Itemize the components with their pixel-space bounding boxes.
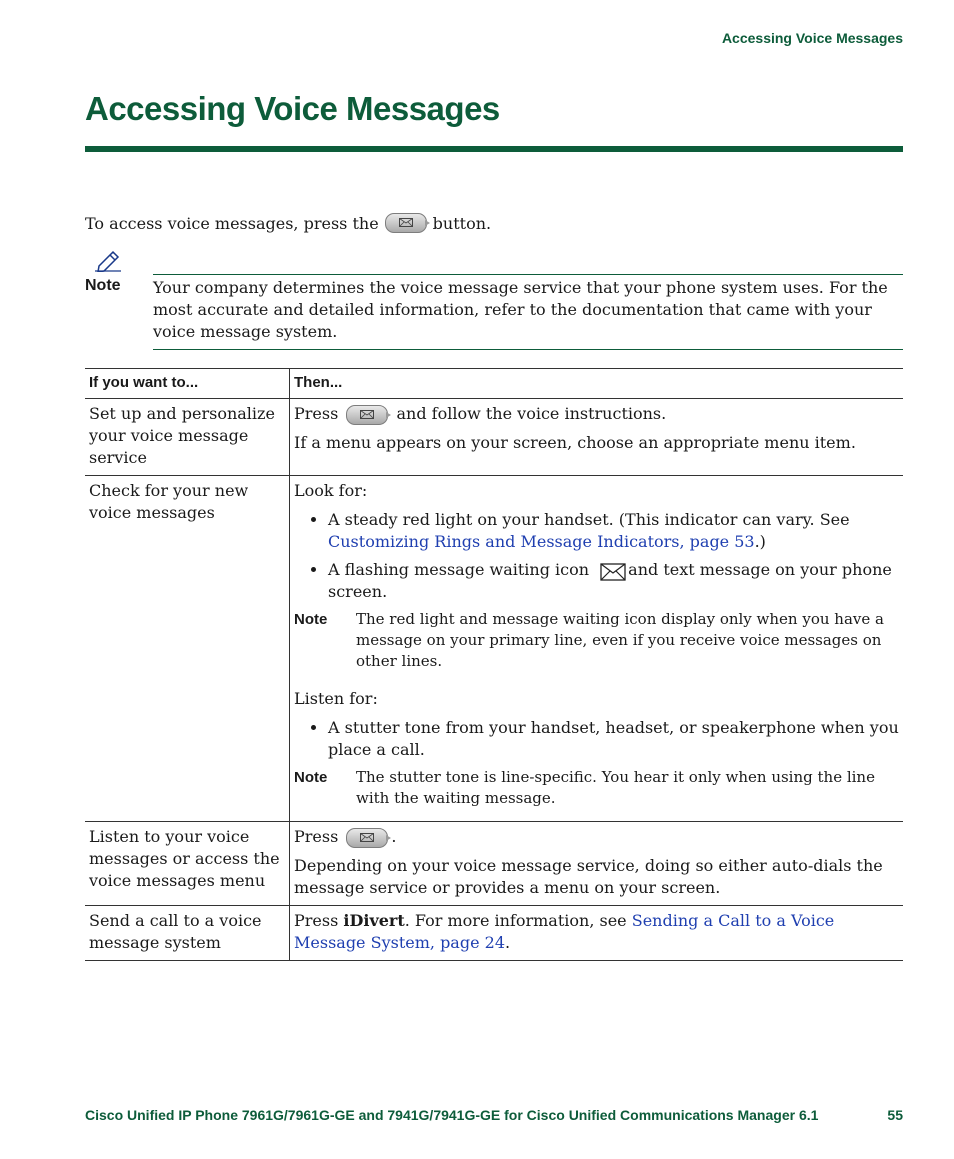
row-task-listen: Listen to your voice messages or access the voice messages menu — [85, 822, 290, 906]
menu-text: If a menu appears on your screen, choose an appropriate menu item. — [294, 433, 856, 452]
messages-button-icon — [346, 828, 388, 848]
customizing-rings-link[interactable]: Customizing Rings and Message Indicators, page 53 — [328, 532, 755, 551]
press-text: Press — [294, 404, 339, 423]
sending-call-link[interactable]: Sending a Call to a Voice Message System, page 24 — [294, 911, 835, 952]
look-for-list — [294, 509, 899, 603]
list-item — [328, 559, 899, 603]
follow-text: and follow the voice instructions. — [396, 404, 667, 423]
inner-note-label: Note — [294, 769, 328, 786]
messages-button-icon — [385, 213, 427, 233]
row-task-check: Check for your new voice messages — [85, 476, 290, 822]
end-text: . — [505, 933, 511, 952]
bullet-end: .) — [754, 532, 766, 551]
press-text: Press — [294, 911, 339, 930]
idivert-softkey: iDivert — [343, 911, 405, 930]
intro-paragraph — [85, 213, 491, 233]
inner-note-label: Note — [294, 611, 328, 628]
pencil-icon — [95, 250, 121, 272]
more-info-text: . For more information, see — [404, 911, 627, 930]
table-row — [85, 822, 903, 906]
listen-for-list — [294, 717, 899, 761]
table-row — [85, 399, 903, 476]
inner-note-text: The red light and message waiting icon display only when you have a message on your primary line, even if you receive voice messages on other lines. — [356, 610, 884, 670]
inner-note — [294, 767, 899, 809]
page-footer — [85, 1107, 903, 1123]
envelope-icon — [600, 563, 626, 581]
intro-text-after: button. — [432, 213, 492, 233]
page-title: Accessing Voice Messages — [85, 90, 500, 127]
table-header-row — [85, 369, 903, 399]
press-text: Press — [294, 827, 339, 846]
list-item: • A stutter tone from your handset, headset, or speakerphone when you place a call. — [328, 717, 899, 761]
row-task-send: Send a call to a voice message system — [85, 906, 290, 961]
spacer — [294, 678, 899, 688]
inner-note — [294, 609, 899, 672]
bullet-text: A steady red light on your handset. (This indicator can vary. See — [328, 510, 850, 529]
list-item — [328, 509, 899, 553]
listen-for-label: Listen for: — [294, 689, 378, 708]
row-action-listen — [290, 822, 904, 906]
note-text: Your company determines the voice message service that your phone system uses. For the most accurate and detailed information, refer to the documentation that came with your voice message system. — [153, 274, 903, 350]
row-action-setup — [290, 399, 904, 476]
bullet-text-after: and text message on your phone screen. — [328, 560, 892, 601]
bullet-text: A flashing message waiting icon — [328, 560, 590, 579]
intro-text-before: To access voice messages, press the — [85, 213, 379, 233]
row-action-check — [290, 476, 904, 822]
header-then: Then... — [290, 369, 904, 399]
page-number: 55 — [887, 1107, 903, 1123]
depending-text: Depending on your voice message service, doing so either auto-dials the message service or provides a menu on your screen. — [294, 856, 883, 897]
table-row — [85, 476, 903, 822]
row-action-send — [290, 906, 904, 961]
footer-title: Cisco Unified IP Phone 7961G/7961G-GE and 7941G/7941G-GE for Cisco Unified Communications Manager 6.1 — [85, 1107, 819, 1123]
running-header: Accessing Voice Messages — [721, 30, 903, 46]
voice-messages-table — [85, 368, 903, 961]
inner-note-text: The stutter tone is line-specific. You hear it only when using the line with the waiting message. — [356, 768, 875, 807]
title-rule — [85, 146, 903, 152]
header-if-you-want: If you want to... — [85, 369, 290, 399]
table-row — [85, 906, 903, 961]
note-label: Note — [85, 277, 121, 294]
look-for-label: Look for: — [294, 481, 368, 500]
row-task-setup: Set up and personalize your voice message service — [85, 399, 290, 476]
messages-button-icon — [346, 405, 388, 425]
period-text: . — [391, 827, 397, 846]
